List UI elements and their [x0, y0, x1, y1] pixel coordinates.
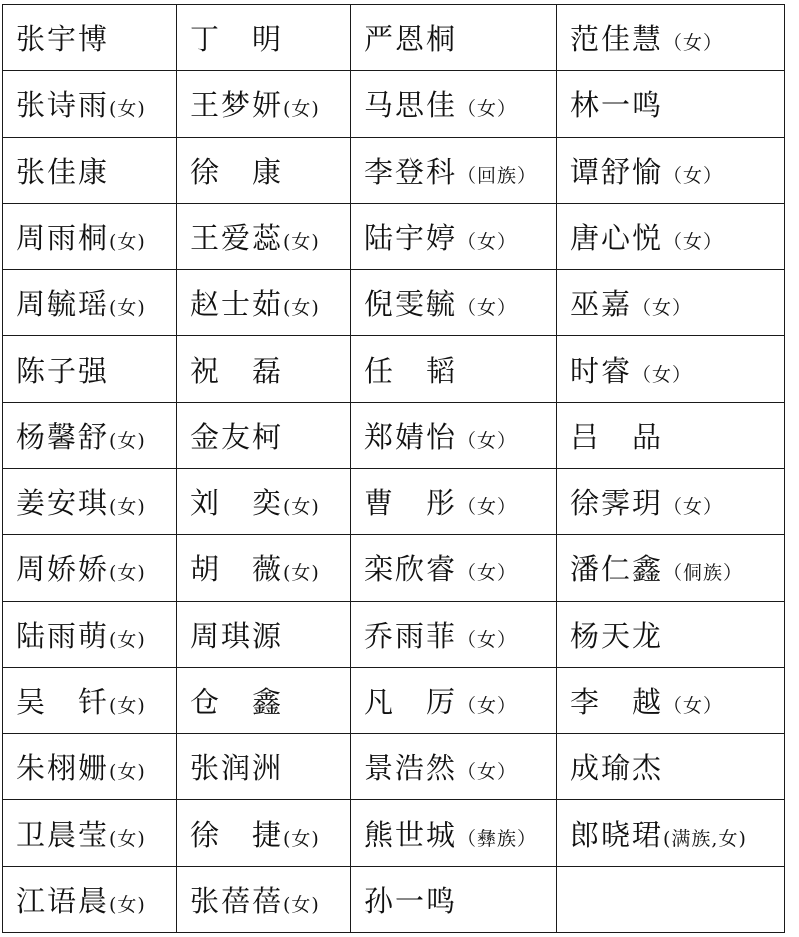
person-name: 赵士茹	[190, 287, 284, 322]
table-row	[3, 866, 785, 932]
person-name: 严恩桐	[364, 22, 458, 57]
table-cell	[177, 734, 351, 800]
table-cell	[351, 336, 557, 402]
person-name: 徐霁玥	[570, 486, 664, 521]
table-cell	[557, 402, 785, 468]
person-name: 郎晓珺	[570, 817, 664, 852]
person-name: 时睿	[570, 353, 633, 388]
table-cell	[3, 535, 177, 601]
person-name: 马思佳	[364, 88, 458, 123]
name-roster-table	[2, 4, 785, 933]
person-note: （女）	[663, 32, 724, 55]
table-cell	[3, 270, 177, 336]
person-name: 吕 品	[570, 419, 664, 454]
table-cell	[3, 5, 177, 71]
person-name: 周雨桐	[16, 220, 110, 255]
table-row	[3, 5, 785, 71]
person-note: （女）	[457, 230, 518, 253]
table-cell	[557, 667, 785, 733]
person-name: 王梦妍	[190, 88, 284, 123]
person-note: （女）	[457, 429, 518, 452]
person-note: （女）	[457, 98, 518, 121]
person-name: 郑婧怡	[364, 419, 458, 454]
person-name: 倪雯毓	[364, 287, 458, 322]
person-name: 熊世城	[364, 817, 458, 852]
person-note: (女)	[283, 893, 320, 916]
person-note: (女)	[109, 429, 146, 452]
table-cell	[177, 800, 351, 866]
table-row	[3, 468, 785, 534]
table-cell	[177, 535, 351, 601]
person-name: 胡 薇	[190, 552, 284, 587]
person-note: (女)	[109, 496, 146, 519]
table-row	[3, 535, 785, 601]
person-note: （女）	[457, 297, 518, 320]
table-cell	[177, 601, 351, 667]
person-name: 周娇娇	[16, 552, 110, 587]
table-cell	[351, 601, 557, 667]
person-name: 周琪源	[190, 618, 284, 653]
table-cell	[351, 203, 557, 269]
person-name: 江语晨	[16, 883, 110, 918]
table-cell	[177, 402, 351, 468]
person-name: 张诗雨	[16, 88, 110, 123]
table-cell	[351, 5, 557, 71]
person-name: 徐 康	[190, 154, 284, 189]
person-note: （彝族）	[457, 827, 538, 850]
table-cell	[557, 270, 785, 336]
roster-body	[3, 5, 785, 933]
person-note: (女)	[283, 562, 320, 585]
person-name: 潘仁鑫	[570, 552, 664, 587]
person-name: 张宇博	[16, 22, 110, 57]
table-cell	[3, 402, 177, 468]
person-note: （女）	[457, 562, 518, 585]
person-note: (女)	[109, 827, 146, 850]
table-cell	[177, 203, 351, 269]
person-name: 杨馨舒	[16, 419, 110, 454]
table-cell	[3, 866, 177, 932]
table-cell	[351, 667, 557, 733]
table-cell	[351, 402, 557, 468]
table-cell	[351, 800, 557, 866]
table-cell	[177, 336, 351, 402]
person-note: （女）	[457, 628, 518, 651]
table-row	[3, 601, 785, 667]
table-row	[3, 336, 785, 402]
person-name: 张佳康	[16, 154, 110, 189]
table-cell	[177, 137, 351, 203]
table-cell	[557, 535, 785, 601]
person-note: (女)	[109, 297, 146, 320]
person-note: （女）	[457, 496, 518, 519]
table-cell	[177, 866, 351, 932]
table-cell	[557, 468, 785, 534]
person-note: (女)	[109, 562, 146, 585]
person-name: 陆雨萌	[16, 618, 110, 653]
table-cell	[557, 336, 785, 402]
table-cell	[177, 270, 351, 336]
person-note: (女)	[109, 230, 146, 253]
person-note: （女）	[457, 694, 518, 717]
person-name: 李 越	[570, 684, 664, 719]
person-name: 凡 厉	[364, 684, 458, 719]
person-name: 卫晨莹	[16, 817, 110, 852]
person-name: 唐心悦	[570, 220, 664, 255]
table-row	[3, 270, 785, 336]
person-note: （女）	[663, 230, 724, 253]
person-name: 成瑜杰	[570, 751, 664, 786]
person-name: 刘 奕	[190, 486, 284, 521]
person-name: 孙一鸣	[364, 883, 458, 918]
table-cell	[351, 137, 557, 203]
table-row	[3, 71, 785, 137]
person-name: 姜安琪	[16, 486, 110, 521]
person-note: （女）	[632, 363, 693, 386]
person-note: （女）	[632, 297, 693, 320]
table-cell	[351, 270, 557, 336]
table-cell	[3, 667, 177, 733]
person-note: (女)	[283, 98, 320, 121]
person-note: （侗族）	[663, 562, 744, 585]
table-cell	[3, 601, 177, 667]
person-name: 徐 捷	[190, 817, 284, 852]
person-name: 周毓瑶	[16, 287, 110, 322]
table-cell	[557, 203, 785, 269]
table-cell	[557, 734, 785, 800]
person-name: 丁 明	[190, 22, 284, 57]
person-name: 景浩然	[364, 751, 458, 786]
table-cell	[3, 71, 177, 137]
table-cell	[557, 5, 785, 71]
table-cell	[3, 203, 177, 269]
person-name: 任 韬	[364, 353, 458, 388]
person-name: 曹 彤	[364, 486, 458, 521]
person-note: (女)	[283, 297, 320, 320]
table-cell	[3, 800, 177, 866]
table-cell	[177, 468, 351, 534]
table-cell	[351, 866, 557, 932]
table-cell	[177, 71, 351, 137]
table-cell	[351, 734, 557, 800]
person-note: （女）	[663, 164, 724, 187]
table-cell	[557, 800, 785, 866]
person-name: 谭舒愉	[570, 154, 664, 189]
person-note: （女）	[663, 496, 724, 519]
table-row	[3, 667, 785, 733]
person-name: 张润洲	[190, 751, 284, 786]
table-row	[3, 800, 785, 866]
table-cell	[557, 71, 785, 137]
person-name: 李登科	[364, 154, 458, 189]
table-cell	[3, 468, 177, 534]
person-note: (女)	[283, 230, 320, 253]
person-note: (女)	[109, 761, 146, 784]
person-name: 金友柯	[190, 419, 284, 454]
person-note: (女)	[109, 98, 146, 121]
table-cell	[3, 336, 177, 402]
person-name: 仓 鑫	[190, 684, 284, 719]
person-note: (女)	[109, 694, 146, 717]
person-note: （回族）	[457, 164, 538, 187]
table-cell	[177, 5, 351, 71]
person-note: (女)	[109, 893, 146, 916]
table-cell	[177, 667, 351, 733]
person-name: 陈子强	[16, 353, 110, 388]
table-row	[3, 137, 785, 203]
person-name: 巫嘉	[570, 287, 633, 322]
table-cell	[557, 137, 785, 203]
table-cell	[351, 468, 557, 534]
person-name: 杨天龙	[570, 618, 664, 653]
table-cell	[557, 866, 785, 932]
person-name: 范佳慧	[570, 22, 664, 57]
person-name: 乔雨菲	[364, 618, 458, 653]
table-cell	[351, 535, 557, 601]
table-cell	[351, 71, 557, 137]
person-name: 吴 钎	[16, 684, 110, 719]
table-row	[3, 402, 785, 468]
person-note: （女）	[457, 761, 518, 784]
table-row	[3, 734, 785, 800]
table-row	[3, 203, 785, 269]
person-name: 祝 磊	[190, 353, 284, 388]
table-cell	[3, 137, 177, 203]
person-name: 张蓓蓓	[190, 883, 284, 918]
table-cell	[3, 734, 177, 800]
person-note: (女)	[109, 628, 146, 651]
person-name: 王爱蕊	[190, 220, 284, 255]
person-note: (女)	[283, 496, 320, 519]
person-name: 栾欣睿	[364, 552, 458, 587]
person-name: 朱栩姗	[16, 751, 110, 786]
person-note: (满族,女)	[663, 827, 747, 850]
person-note: （女）	[663, 694, 724, 717]
person-name: 林一鸣	[570, 88, 664, 123]
table-cell	[557, 601, 785, 667]
person-note: (女)	[283, 827, 320, 850]
person-name: 陆宇婷	[364, 220, 458, 255]
